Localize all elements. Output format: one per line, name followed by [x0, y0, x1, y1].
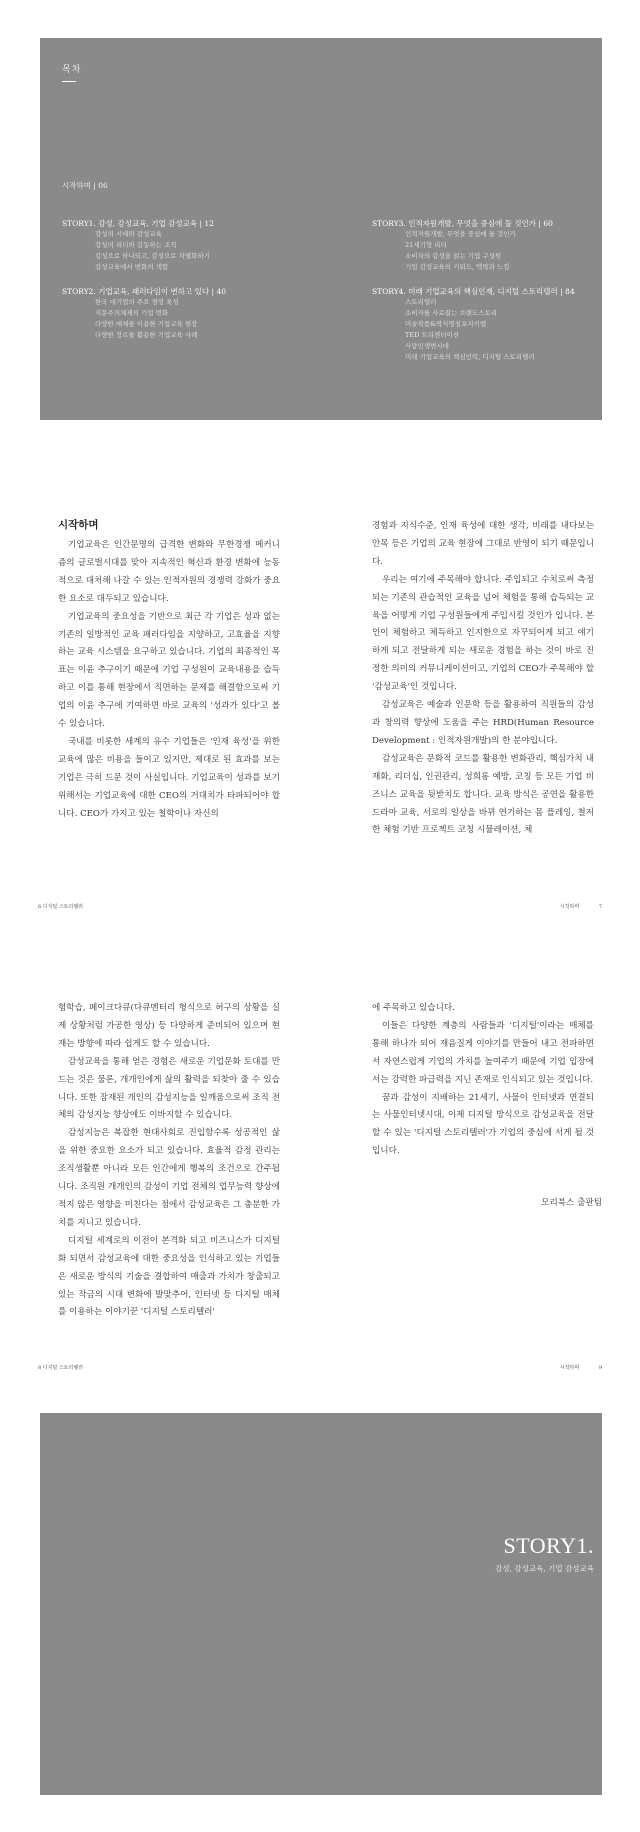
page-9-column [372, 1000, 594, 1161]
toc-chapter-heading: STORY1. 감성, 감성교육, 기업 감성교육 | 12 [62, 219, 214, 228]
footer-left: 6 디지털 스토리텔러 [38, 904, 84, 910]
paragraph: 이들은 다양한 계층의 사람들과 '디지털'이라는 매체를 통해 하나가 되어 재음질게 이야기를 만들어 내고 전파하면서 자연스럽게 기업의 가치를 높여주기 때문에 기업 입장에서는 강력한 파급력을 지닌 존재로 인식되고 있는 것입니다. [372, 1020, 594, 1085]
paragraph: 감성교육은 문화적 코드를 활용한 변화관리, 핵심가치 내재화, 리더십, 인권관리, 성희롱 예방, 코칭 등 모든 기업 비즈니스 교육을 뒷받치도 합니다. 교육 방식은 공연을 활용한 드라마 교육, 서로의 일상을 바뀌 연기하는 몸 플레잉, 철저한 체험 기반 프로젝트 코칭 시뮬레이션, 체 [372, 753, 594, 836]
toc-item: 감성의 시대와 감성교육 [95, 230, 162, 238]
toc-right-column [372, 218, 592, 376]
page-6-column [58, 537, 280, 824]
toc-chapter-story3 [372, 218, 592, 273]
paragraph: 기업교육의 중요성을 기반으로 최근 각 기업은 성과 없는 기존의 일방적인 교육 패러다임을 지양하고, 고효율을 지향하는 교육 시스템을 요구하고 있습니다. 기업의 최종적인 목표는 이윤 추구이기 때문에 기업 구성원이 교육내용을 습득하고 이를 통해 현장에서 직면하는 문제를 해결함으로써 기업의 이윤 추구에 기여하면 바로 교육의 '성과가 있다'고 볼 수 있습니다. [58, 611, 280, 730]
paragraph: 경험과 지식수준, 인재 육성에 대한 생각, 비래를 내다보는 안목 등은 기업의 교육 현장에 그대로 반영이 되기 때문입니다. [372, 521, 594, 567]
paragraph: 에 주목하고 있습니다. [372, 1003, 455, 1013]
toc-chapter-story4 [372, 286, 592, 363]
paragraph: 디지털 세계로의 이전이 본격화 되고 비즈니스가 디지털화 되면서 감성교육에 대한 중요성을 인식하고 있는 기업들은 새로운 방식의 기술을 결합하여 매출과 가치가 창출되고 있는 작금의 시대 변화에 발맞추어, 인터넷 등 디지털 매체를 이용하는 이야기꾼 '디지털 스토리텔러' [58, 1235, 280, 1318]
toc-chapter-heading: STORY3. 인적자원개발, 무엇을 중심에 둘 것인가 | 60 [372, 219, 553, 228]
footer-section: 시작하며 [559, 904, 580, 910]
toc-chapter-heading: STORY4. 미래 기업교육의 핵심인재, 디지털 스토리텔러 | 84 [372, 287, 575, 296]
toc-item: 소비자를 사로잡는 브랜드스토리 [405, 309, 498, 317]
toc-item: 21세기형 리더 [405, 241, 447, 249]
toc-item: 사람인생변시대 [405, 342, 449, 350]
signature: 모리북스 출판팀 [541, 1198, 602, 1208]
toc-intro-entry: 시작하며 | 06 [62, 181, 108, 190]
toc-panel [40, 38, 602, 420]
paragraph: 험학습, 페이크다큐(다큐멘터리 형식으로 허구의 상황을 실제 상황처럼 가공한 영상) 등 다양하게 준비되어 있으며 현재는 방향에 따라 쉽게도 할 수 있습니다. [58, 1003, 280, 1049]
toc-item: 다양한 장르를 활용한 기업교육 사례 [95, 331, 198, 339]
toc-item: 소비자의 감성을 읽는 기업 구성원 [405, 252, 502, 260]
toc-title: 목차 [62, 62, 81, 82]
section-heading: 시작하며 [58, 519, 99, 531]
toc-item: 감성교육에서 변화의 색깔 [95, 263, 169, 271]
toc-chapter-story1 [62, 218, 312, 273]
story-title: STORY1. [503, 1533, 594, 1558]
footer-right [560, 903, 602, 910]
paragraph: 우리는 여기에 주목해야 합니다. 주입되고 수치로써 측정되는 기존의 관습적인 교육을 넘어 체험을 통해 습득되는 교육을 어떻게 기업 구성원들에게 주입시킬 것인가 입니다. 본인이 체험하고 체득하고 인지한으로 자꾸되어게 되고 얘기하게 되고 전달하게 되는 새로운 경험을 하는 것이 바로 진정한 의미의 커뮤니케이션이고, 기업의 CEO가 주목해야 할 '감성교육'인 것입니다. [372, 574, 594, 693]
toc-item: 감성의 리더와 감동하는 조직 [95, 241, 177, 249]
story1-panel [40, 1413, 602, 1795]
toc-item: 감성으로 하나되고, 감성으로 차별화하기 [95, 252, 211, 260]
page-7-column [372, 518, 594, 840]
toc-chapter-story2 [62, 286, 312, 341]
story-subtitle: 감성, 감성교육, 기업 감성교육 [495, 1564, 594, 1573]
page-number: 7 [598, 904, 602, 910]
story1-title-block [294, 1413, 594, 1795]
toc-item: 스토리텔러 [405, 298, 437, 306]
toc-item: 다양한 매체를 이용한 기업교육 현장 [95, 320, 198, 328]
paragraph: 감성교육을 통해 얻은 경험은 새로운 기업문화 토대를 만드는 것은 물론, 개개인에게 삶의 활력을 되찾아 줄 수 있습니다. 또한 잠재된 개인의 감성지능을 일깨움으로써 조직 전체의 감성지능 향상에도 이바지할 수 있습니다. [58, 1056, 280, 1121]
toc-item: 미술작품&박식명칭포지키텔 [405, 320, 487, 328]
footer-right [560, 1364, 602, 1371]
toc-item: 기업 감성교육의 키워드, 맥락과 느낌 [405, 263, 510, 271]
toc-item: 지문주의체제의 기업 변화 [95, 309, 169, 317]
toc-item: TED 트리젠터이션 [405, 331, 460, 339]
paragraph: 기업교육은 인간문명의 급격한 변화와 무한경쟁 메커니즘의 글로벌시대를 맞아 지속적인 혁신과 환경 변화에 능동적으로 대처해 나갈 수 있는 인적자원의 경쟁력 강화가 중요한 요소로 대두되고 있습니다. [58, 540, 280, 604]
toc-item: 인적자원개발, 무엇을 중심에 둘 것인가 [405, 230, 516, 238]
paragraph: 꿈과 감성이 지배하는 21세기, 사물이 인터넷과 연결되는 사물인터넷시대, 이제 디지털 방식으로 감성교육을 전달할 수 있는 '디지털 스토리텔러'가 기업의 중심에 서게 될 것입니다. [372, 1092, 594, 1157]
paragraph: 감성지능은 복잡한 현대사회로 진입함수록 성공적인 삶을 위한 중요한 요소가 되고 있습니다. 효율적 감정 관리는 조직생활뿐 아니라 모든 인간에게 행복의 조건으로 간주됩니다. 조직원 개개인의 감성이 기업 전체의 업무능력 향상에 적지 않은 영향을 미친다는 점에서 감성교육은 그 충분한 가치를 지니고 있습니다. [58, 1128, 280, 1228]
footer-section: 시작하며 [559, 1365, 580, 1371]
toc-item: 한국 대기업의 주요 경영 육성 [95, 298, 179, 306]
page-8-column [58, 1000, 280, 1322]
footer-left: 8 디지털 스토리텔러 [38, 1365, 84, 1371]
paragraph: 감성교육은 예술과 인문학 등을 활용하여 직원들의 감성과 창의력 향상에 도움을 주는 HRD(Human Resource Development : 인적자원개발)의 한 분야입니다. [372, 700, 594, 746]
toc-chapter-heading: STORY2. 기업교육, 패러다임이 변하고 있다 | 40 [62, 287, 226, 296]
page-number: 9 [598, 1365, 602, 1371]
toc-left-column [62, 218, 312, 354]
toc-item: 미래 기업교육의 핵심인력, 디지털 스토리텔러 [405, 353, 535, 361]
paragraph: 국내를 비롯한 세계의 유수 기업들은 '인재 육성'을 위한 교육에 많은 비용을 들이고 있지만, 제대로 된 효과를 보는 기업은 극히 드문 것이 사실입니다. 기업교육이 성과를 보기 위해서는 기업교육에 대한 CEO의 거대치가 타파되어야 합니다. CEO가 가지고 있는 철학이나 자신의 [58, 736, 280, 819]
